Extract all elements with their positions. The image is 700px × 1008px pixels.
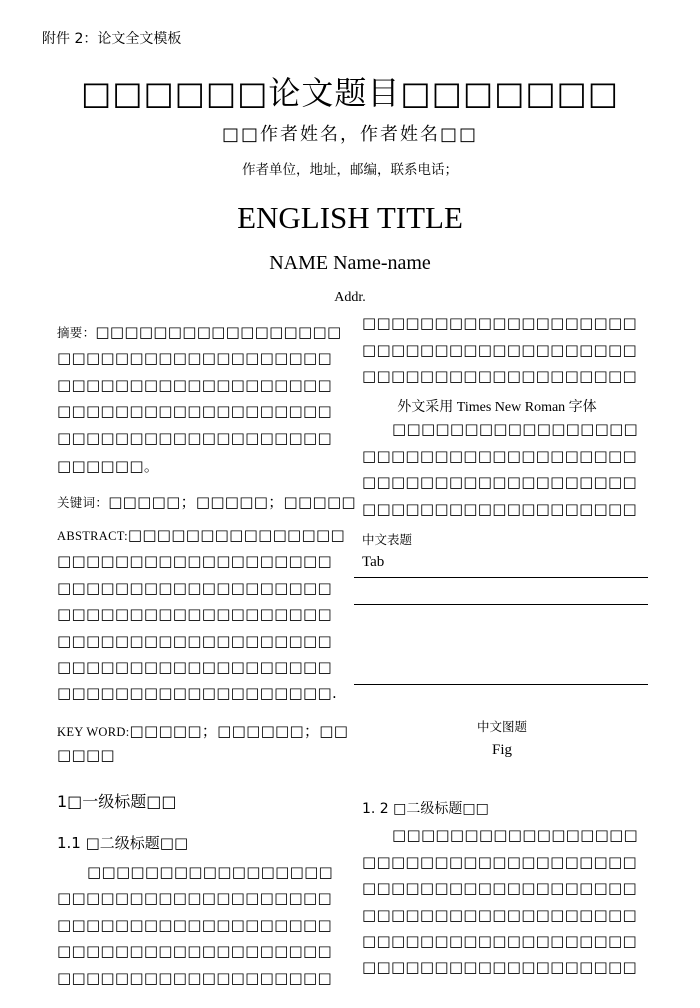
cn-affiliation: 作者单位，地址，邮编，联系电话； xyxy=(242,162,458,178)
abstract-cn-line: □□□□□□□□□□□□□□□□□□□ xyxy=(57,402,332,420)
body-line: □□□□□□□□□□□□□□□□□□□ xyxy=(57,969,332,987)
abstract-en-line: □□□□□□□□□□□□□□□□□□□ xyxy=(57,658,332,676)
abstract-en-line: □□□□□□□□□□□□□□□□□□□ xyxy=(57,605,332,623)
attachment-label: 附件 2：论文全文模板 xyxy=(42,31,182,47)
keywords-en-text: □□□□□；□□□□□□；□□ xyxy=(129,722,349,740)
keywords-cn-label: 关键词： xyxy=(57,495,109,510)
body-line: □□□□□□□□□□□□□□□□□□□ xyxy=(362,879,637,897)
abstract-en-line: □□□□□□□□□□□□□□□□□□□ xyxy=(57,579,332,597)
en-authors: NAME Name-name xyxy=(269,252,431,274)
body-line: □□□□□□□□□□□□□□□□□□□ xyxy=(362,906,637,924)
abstract-en-line: □□□□□□□□□□□□□□□□□□□ xyxy=(57,632,332,650)
heading-level2: 1.1 □二级标题□□ xyxy=(57,834,189,852)
keywords-en-label: KEY WORD: xyxy=(57,725,130,739)
heading-level1: 1□一级标题□□ xyxy=(57,792,177,811)
figure-caption-en: Fig xyxy=(491,742,512,758)
table-top-rule xyxy=(354,577,648,578)
abstract-cn-text: □□□□□□□□□□□□□□□□□ xyxy=(95,323,342,341)
abstract-en-line: □□□□□□□□□□□□□□□□□□□ xyxy=(57,552,332,570)
table-bottom-rule xyxy=(354,684,648,685)
body-line: □□□□□□□□□□□□□□□□□□□ xyxy=(57,916,332,934)
en-address: Addr. xyxy=(334,290,366,305)
keywords-en-line xyxy=(57,720,348,741)
keywords-en-line: □□□□ xyxy=(57,746,115,764)
body-line: □□□□□□□□□□□□□□□□□□□ xyxy=(362,958,637,976)
abstract-en-text: □□□□□□□□□□□□□□□ xyxy=(127,526,345,544)
body-line: □□□□□□□□□□□□□□□□□□□ xyxy=(362,932,637,950)
body-line: □□□□□□□□□□□□□□□□□ xyxy=(87,863,334,881)
font-note: 外文采用 Times New Roman 字体 xyxy=(397,400,597,415)
body-line: □□□□□□□□□□□□□□□□□□□ xyxy=(362,367,637,385)
abstract-cn-label: 摘要： xyxy=(57,325,96,340)
cn-authors: □□作者姓名，作者姓名□□ xyxy=(221,124,479,145)
abstract-cn-line xyxy=(57,323,341,341)
body-line: □□□□□□□□□□□□□□□□□□□ xyxy=(57,942,332,960)
abstract-en-label: ABSTRACT: xyxy=(57,529,128,543)
abstract-cn-line: □□□□□□□□□□□□□□□□□□□ xyxy=(57,349,332,367)
body-line: □□□□□□□□□□□□□□□□□□□ xyxy=(362,473,637,491)
body-line: □□□□□□□□□□□□□□□□□□□ xyxy=(57,889,332,907)
abstract-cn-line: □□□□□□□□□□□□□□□□□□□ xyxy=(57,429,332,447)
heading-level2: 1. 2 □二级标题□□ xyxy=(362,801,489,817)
body-line: □□□□□□□□□□□□□□□□□□□ xyxy=(362,341,637,359)
figure-caption-cn: 中文图题 xyxy=(476,719,527,734)
abstract-cn-line: □□□□□□。 xyxy=(57,457,160,475)
abstract-en-line: □□□□□□□□□□□□□□□□□□□. xyxy=(57,684,338,702)
body-line: □□□□□□□□□□□□□□□□□ xyxy=(392,420,639,438)
abstract-en-line xyxy=(57,526,345,544)
body-line: □□□□□□□□□□□□□□□□□□□ xyxy=(362,500,637,518)
keywords-cn-text: □□□□□；□□□□□；□□□□□ xyxy=(108,493,356,511)
abstract-cn-line: □□□□□□□□□□□□□□□□□□□ xyxy=(57,376,332,394)
table-caption-cn: 中文表题 xyxy=(362,532,413,547)
table-caption-en: Tab xyxy=(362,554,385,570)
table-header-rule xyxy=(354,604,648,605)
body-line: □□□□□□□□□□□□□□□□□□□ xyxy=(362,853,637,871)
body-line: □□□□□□□□□□□□□□□□□□□ xyxy=(362,447,637,465)
body-line: □□□□□□□□□□□□□□□□□□□ xyxy=(362,314,637,332)
cn-title: □□□□□□论文题目□□□□□□□ xyxy=(80,74,620,112)
keywords-cn xyxy=(57,491,356,512)
en-title: ENGLISH TITLE xyxy=(237,200,463,235)
body-line: □□□□□□□□□□□□□□□□□ xyxy=(392,826,639,844)
